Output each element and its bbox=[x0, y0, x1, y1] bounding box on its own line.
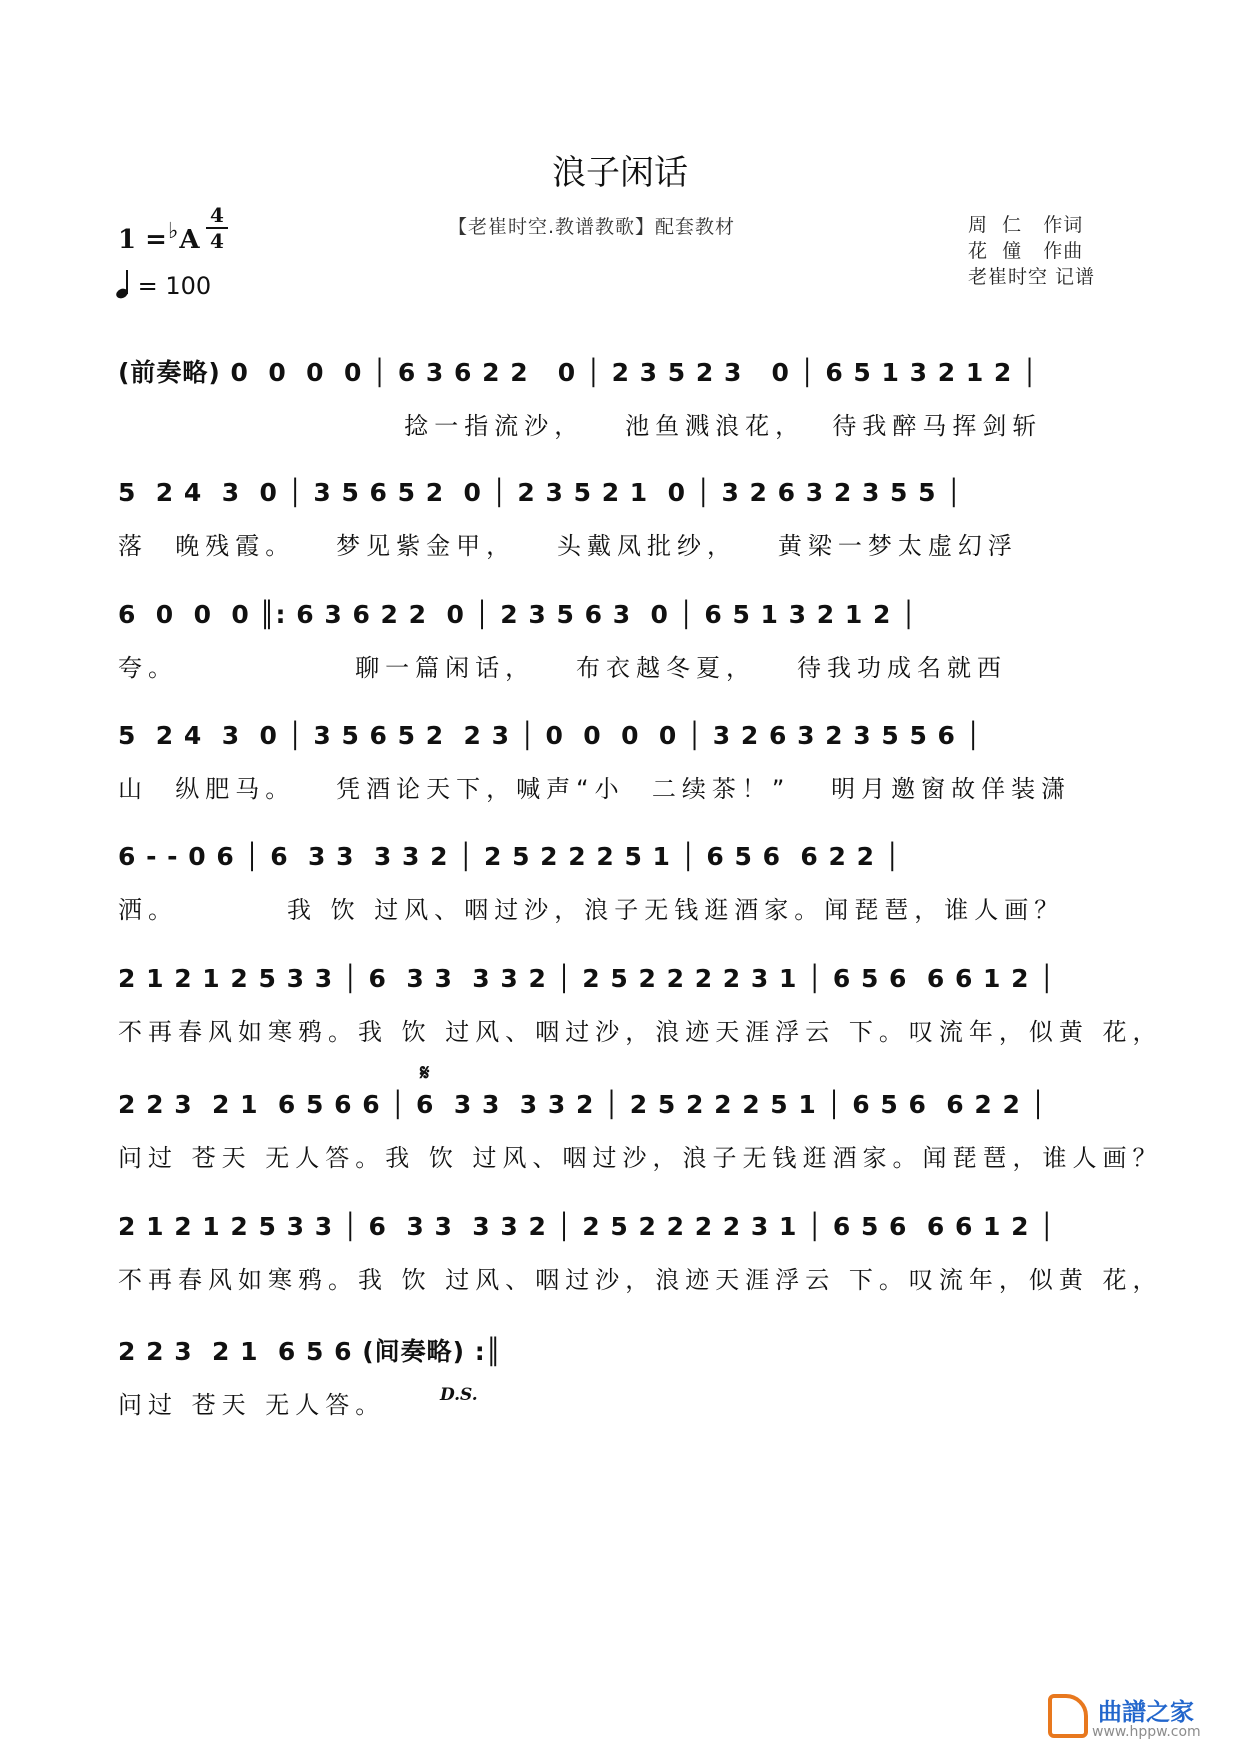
notation-line-8: 2 1 2 1 2 5 3 3 │ 6 3 3 3 3 2 │ 2 5 2 2 2 2 3 1 │ 6 5 6 6 6 1 2 │ bbox=[118, 1212, 1056, 1241]
logo-icon bbox=[1048, 1694, 1088, 1738]
lyrics-line-6: 不再春风如寒鸦。我 饮 过风、咽过沙，浪迹天涯浮云 下。叹流年，似黄 花， bbox=[118, 1018, 1163, 1046]
subtitle: 【老崔时空.教谱教歌】配套教材 bbox=[448, 216, 736, 238]
credit-lyricist: 周 仁 作词 bbox=[968, 214, 1084, 236]
segno-sign: 𝄋 bbox=[420, 1061, 430, 1086]
notation-line-6: 2 1 2 1 2 5 3 3 │ 6 3 3 3 3 2 │ 2 5 2 2 2 2 3 1 │ 6 5 6 6 6 1 2 │ bbox=[118, 964, 1056, 993]
notation-line-4: 5 2 4 3 0 │ 3 5 6 5 2 2 3 │ 0 0 0 0 │ 3 2 6 3 2 3 5 5 6 │ bbox=[118, 721, 982, 750]
notation-line-1: (前奏略) 0 0 0 0 │ 6 3 6 2 2 0 │ 2 3 5 2 3 0 │ 6 5 1 3 2 1 2 │ bbox=[118, 358, 1039, 387]
tempo-marking bbox=[116, 270, 211, 300]
notation-line-2: 5 2 4 3 0 │ 3 5 6 5 2 0 │ 2 3 5 2 1 0 │ 3 2 6 3 2 3 5 5 │ bbox=[118, 478, 963, 507]
lyrics-line-5: 洒。 我 饮 过风、咽过沙，浪子无钱逛酒家。闻琵琶，谁人画？ bbox=[118, 896, 1065, 924]
page-title: 浪子闲话 bbox=[552, 153, 688, 193]
key-signature bbox=[118, 218, 200, 255]
lyrics-line-2: 落 晚残霞。 梦见紫金甲， 头戴凤批纱， 黄梁一梦太虚幻浮 bbox=[118, 532, 1018, 560]
credit-transcriber: 老崔时空 记谱 bbox=[968, 266, 1096, 288]
notation-line-5: 6 - - 0 6 │ 6 3 3 3 3 2 │ 2 5 2 2 2 5 1 │ 6 5 6 6 2 2 │ bbox=[118, 842, 901, 871]
flat-sign: ♭ bbox=[167, 218, 179, 244]
key-prefix: 1 = bbox=[118, 225, 167, 255]
notation-line-7: 2 2 3 2 1 6 5 6 6 │ 6 3 3 3 3 2 │ 2 5 2 2 2 5 1 │ 6 5 6 6 2 2 │ bbox=[118, 1090, 1047, 1119]
lyrics-line-3: 夸。 聊一篇闲话， 布衣越冬夏， 待我功成名就西 bbox=[118, 654, 1007, 682]
lyrics-line-8: 不再春风如寒鸦。我 饮 过风、咽过沙，浪迹天涯浮云 下。叹流年，似黄 花， bbox=[118, 1266, 1163, 1294]
quarter-note-icon bbox=[116, 270, 130, 298]
dal-segno-marking: D.S. bbox=[440, 1385, 478, 1405]
lyrics-line-1: 捻一指流沙， 池鱼溅浪花， 待我醉马挥剑斩 bbox=[118, 412, 1043, 440]
key-letter: A bbox=[179, 225, 200, 255]
time-signature bbox=[206, 204, 228, 252]
lyrics-line-4: 山 纵肥马。 凭酒论天下，喊声“小 二续茶！” 明月邀窗故佯装潇 bbox=[118, 775, 1072, 803]
watermark-logo bbox=[1040, 1690, 1230, 1750]
notation-line-9: 2 2 3 2 1 6 5 6 (间奏略) :║ bbox=[118, 1337, 502, 1366]
lyrics-line-7: 问过 苍天 无人答。我 饮 过风、咽过沙，浪子无钱逛酒家。闻琵琶，谁人画？ bbox=[118, 1144, 1163, 1172]
tempo-value: = 100 bbox=[137, 272, 212, 300]
lyrics-line-9: 问过 苍天 无人答。 bbox=[118, 1391, 386, 1419]
time-signature-top: 4 bbox=[210, 203, 224, 227]
logo-url: www.hppw.com bbox=[1092, 1724, 1201, 1740]
logo-brand: 曲譜之家 bbox=[1098, 1698, 1194, 1726]
notation-line-3: 6 0 0 0 ║: 6 3 6 2 2 0 │ 2 3 5 6 3 0 │ 6 5 1 3 2 1 2 │ bbox=[118, 600, 918, 629]
credit-composer: 花 僮 作曲 bbox=[968, 240, 1084, 262]
time-signature-bottom: 4 bbox=[210, 229, 224, 253]
